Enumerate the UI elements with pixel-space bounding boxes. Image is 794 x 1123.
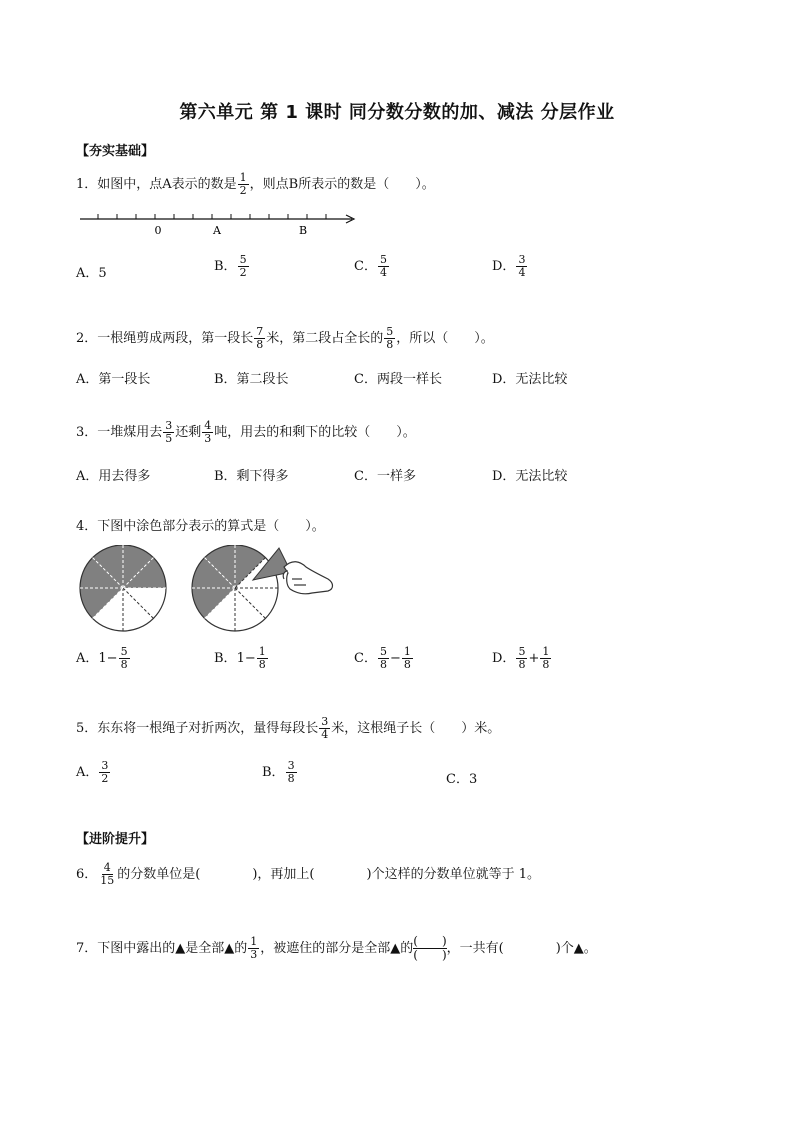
- section-advanced-heading: 【进阶提升】: [76, 832, 155, 847]
- q3-fraction-2: $\frac{4}{3}$: [204, 419, 212, 445]
- question-7: 7．下图中露出的▲是全部▲的 $\frac{1}{3}$ ，被遮住的部分是全部▲的 $\frac{( )}{( )}$ ，一共有( )个▲。: [76, 934, 597, 962]
- number-line: [78, 208, 363, 238]
- q1-fraction: $\frac{1}{2}$: [239, 171, 247, 197]
- q3-option-a[interactable]: A．用去得多: [76, 469, 151, 484]
- q3-option-d[interactable]: D．无法比较: [492, 469, 568, 484]
- q4-option-c[interactable]: C． $\frac{5}{8}$ − $\frac{1}{8}$: [354, 645, 411, 671]
- q2-option-a[interactable]: A．第一段长: [76, 372, 151, 387]
- number-line-label-a: A: [213, 224, 221, 237]
- question-2: 2．一根绳剪成两段，第一段长 $\frac{7}{8}$ 米，第二段占全长的 $\frac{5}{8}$ ，所以（ ）。: [76, 325, 494, 351]
- circle-diagram-1: [76, 545, 172, 635]
- q1-option-c[interactable]: C． $\frac{5}{4}$: [354, 253, 387, 279]
- q2-option-c[interactable]: C．两段一样长: [354, 372, 442, 387]
- question-6: 6． $\frac{4}{15}$ 的分数单位是( )，再加上( )个这样的分数单位就等于 1。: [76, 861, 540, 887]
- q5-option-a[interactable]: A． $\frac{3}{2}$: [76, 759, 109, 785]
- q1-text-post: ，则点B所表示的数是（ ）。: [249, 177, 435, 192]
- circle-diagram-2: [188, 545, 348, 635]
- q1-text-pre: 1．如图中，点A表示的数是: [76, 177, 237, 192]
- q4-option-d[interactable]: D． $\frac{5}{8}$ + $\frac{1}{8}$: [492, 645, 550, 671]
- q2-option-b[interactable]: B．第二段长: [214, 372, 289, 387]
- q5-fraction: $\frac{3}{4}$: [321, 715, 329, 741]
- q1-option-a[interactable]: A．5: [76, 266, 107, 281]
- number-line-label-b: B: [298, 224, 308, 237]
- q2-fraction-2: $\frac{5}{8}$: [386, 325, 394, 351]
- q3-option-b[interactable]: B．剩下得多: [214, 469, 289, 484]
- section-basic-heading: 【夯实基础】: [76, 144, 155, 159]
- q5-option-c[interactable]: C．3: [446, 772, 478, 787]
- hand-icon: [283, 562, 332, 594]
- number-line-ticks: [98, 214, 326, 219]
- question-5: 5．东东将一根绳子对折两次，量得每段长 $\frac{3}{4}$ 米，这根绳子长（ ）米。: [76, 715, 501, 741]
- q1-option-b[interactable]: B． $\frac{5}{2}$: [214, 253, 247, 279]
- q5-option-b[interactable]: B． $\frac{3}{8}$: [262, 759, 295, 785]
- q4-option-a[interactable]: A．1− $\frac{5}{8}$: [76, 645, 128, 671]
- q7-blank-fraction[interactable]: $\frac{( )}{( )}$: [413, 934, 447, 962]
- q3-option-c[interactable]: C．一样多: [354, 469, 416, 484]
- q2-option-d[interactable]: D．无法比较: [492, 372, 568, 387]
- number-line-label-zero: 0: [154, 224, 162, 237]
- shaded-sector: [80, 588, 123, 618]
- q1-option-d[interactable]: D． $\frac{3}{4}$: [492, 253, 526, 279]
- q2-fraction-1: $\frac{7}{8}$: [256, 325, 264, 351]
- question-4: 4．下图中涂色部分表示的算式是（ ）。: [76, 519, 325, 534]
- page-title: 第六单元 第 1 课时 同分数分数的加、减法 分层作业: [179, 102, 615, 123]
- q6-fraction: $\frac{4}{15}$: [100, 861, 115, 887]
- q3-fraction-1: $\frac{3}{5}$: [165, 419, 173, 445]
- q4-option-b[interactable]: B．1− $\frac{1}{8}$: [214, 645, 266, 671]
- question-1: [76, 172, 435, 197]
- question-3: 3．一堆煤用去 $\frac{3}{5}$ 还剩 $\frac{4}{3}$ 吨，用去的和剩下的比较（ ）。: [76, 419, 416, 445]
- q7-fraction: $\frac{1}{3}$: [250, 935, 258, 961]
